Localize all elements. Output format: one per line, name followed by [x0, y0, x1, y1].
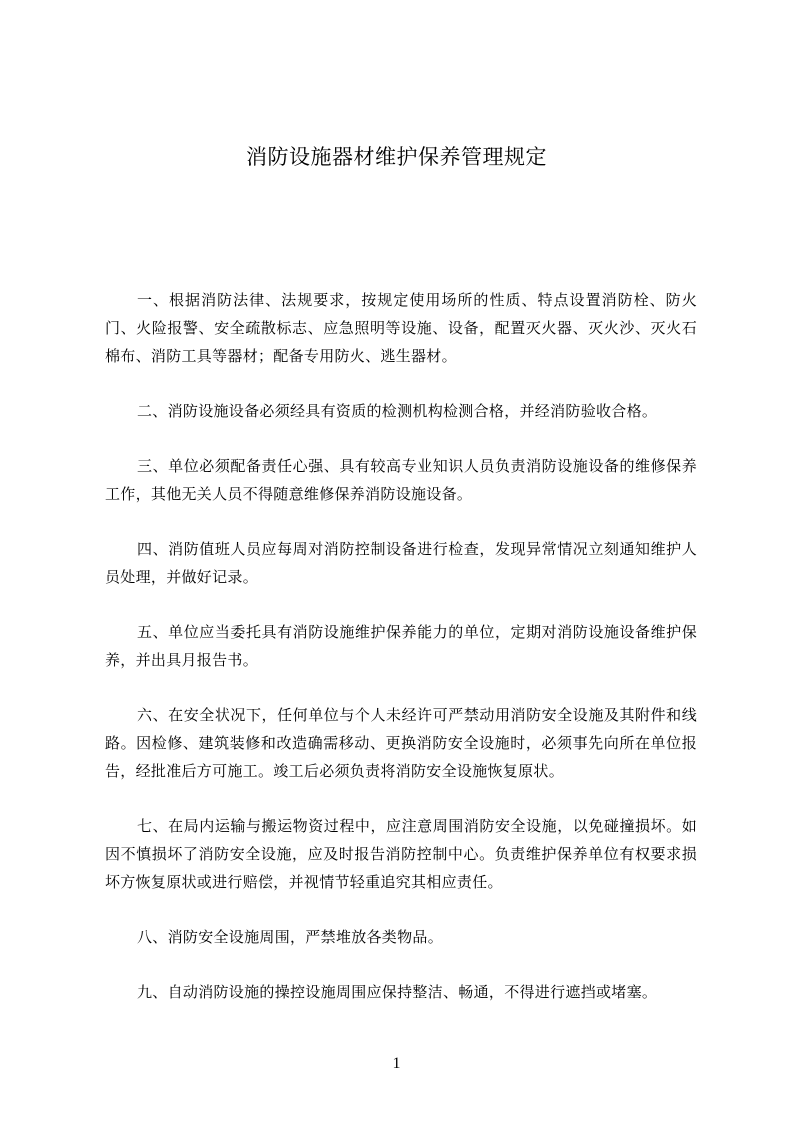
- document-body: [105, 286, 697, 1033]
- page-number: 1: [392, 1055, 401, 1072]
- paragraph-9: 九、自动消防设施的操控设施周围应保持整洁、畅通，不得进行遮挡或堵塞。: [137, 983, 658, 1001]
- paragraph-1: 一、根据消防法律、法规要求，按规定使用场所的性质、特点设置消防栓、防火门、火险报警、安全疏散标志、应急照明等设施、设备，配置灭火器、灭火沙、灭火石棉布、消防工具等器材；配备专用防火、逃生器材。: [105, 291, 697, 365]
- paragraph-3: 三、单位必须配备责任心强、具有较高专业知识人员负责消防设施设备的维修保养工作，其他无关人员不得随意维修保养消防设施设备。: [105, 457, 697, 503]
- document-title: 消防设施器材维护保养管理规定: [246, 145, 547, 169]
- paragraph-5: 五、单位应当委托具有消防设施维护保养能力的单位，定期对消防设施设备维护保养，并出具月报告书。: [105, 623, 697, 669]
- paragraph-4: 四、消防值班人员应每周对消防控制设备进行检查，发现异常情况立刻通知维护人员处理，并做好记录。: [105, 540, 697, 586]
- paragraph-8: 八、消防安全设施周围，严禁堆放各类物品。: [137, 928, 444, 946]
- paragraph-7: 七、在局内运输与搬运物资过程中，应注意周围消防安全设施，以免碰撞损坏。如因不慎损坏了消防安全设施，应及时报告消防控制中心。负责维护保养单位有权要求损坏方恢复原状或进行赔偿，并视情节轻重追究其相应责任。: [105, 817, 697, 891]
- paragraph-6: 六、在安全状况下，任何单位与个人未经许可严禁动用消防安全设施及其附件和线路。因检修、建筑装修和改造确需移动、更换消防安全设施时，必须事先向所在单位报告，经批准后方可施工。竣工后必须负责将消防安全设施恢复原状。: [105, 706, 697, 780]
- paragraph-2: 二、消防设施设备必须经具有资质的检测机构检测合格，并经消防验收合格。: [137, 402, 658, 420]
